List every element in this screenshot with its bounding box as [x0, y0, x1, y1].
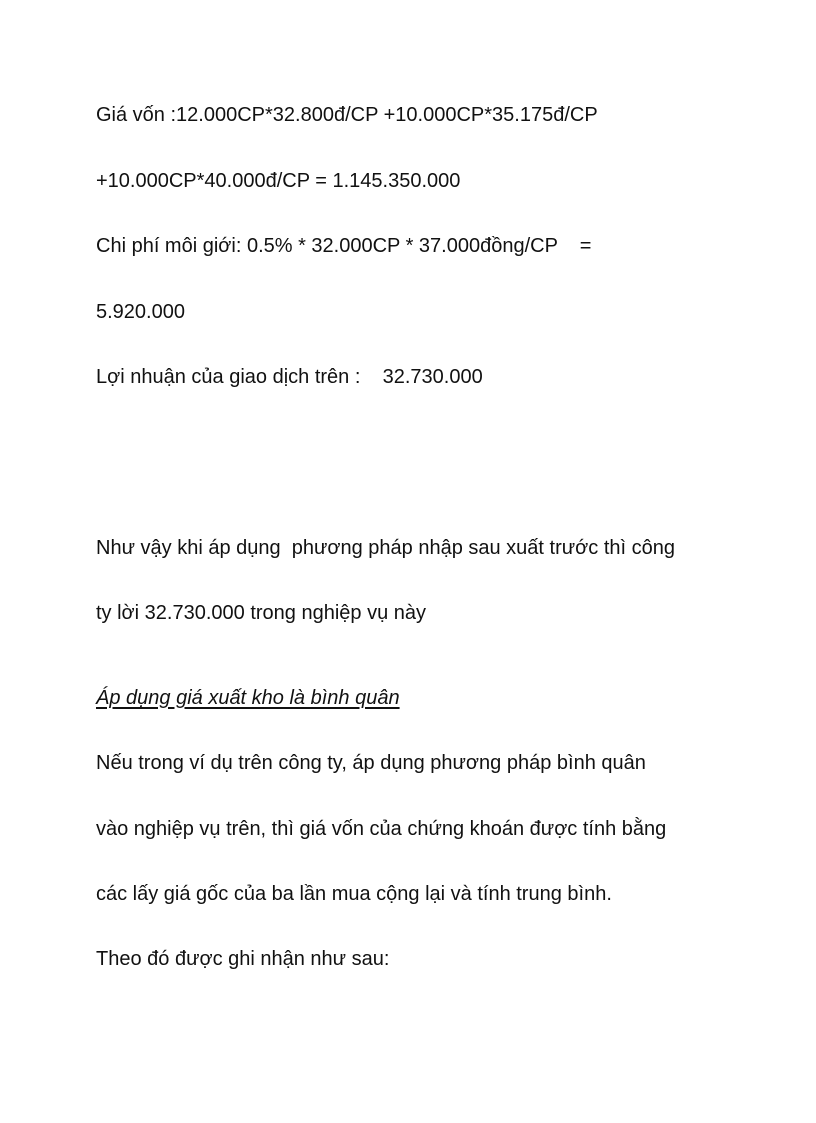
paragraph-line-1: Nếu trong ví dụ trên công ty, áp dụng phương pháp bình quân — [96, 752, 646, 774]
cost-formula-line-1: Giá vốn :12.000CP*32.800đ/CP +10.000CP*35.175đ/CP — [96, 104, 598, 126]
section-heading: Áp dụng giá xuất kho là bình quân — [96, 687, 400, 709]
brokerage-fee-line-2: 5.920.000 — [96, 301, 185, 323]
conclusion-line-1: Như vậy khi áp dụng phương pháp nhập sau xuất trước thì công — [96, 537, 675, 559]
profit-line: Lợi nhuận của giao dịch trên : 32.730.000 — [96, 366, 483, 388]
brokerage-fee-line-1: Chi phí môi giới: 0.5% * 32.000CP * 37.000đồng/CP = — [96, 235, 592, 257]
paragraph-line-2: vào nghiệp vụ trên, thì giá vốn của chứng khoán được tính bằng — [96, 818, 667, 840]
cost-formula-line-2: +10.000CP*40.000đ/CP = 1.145.350.000 — [96, 170, 461, 192]
paragraph-line-4: Theo đó được ghi nhận như sau: — [96, 948, 390, 970]
paragraph-line-3: các lấy giá gốc của ba lần mua cộng lại và tính trung bình. — [96, 883, 612, 905]
conclusion-line-2: ty lời 32.730.000 trong nghiệp vụ này — [96, 602, 427, 624]
